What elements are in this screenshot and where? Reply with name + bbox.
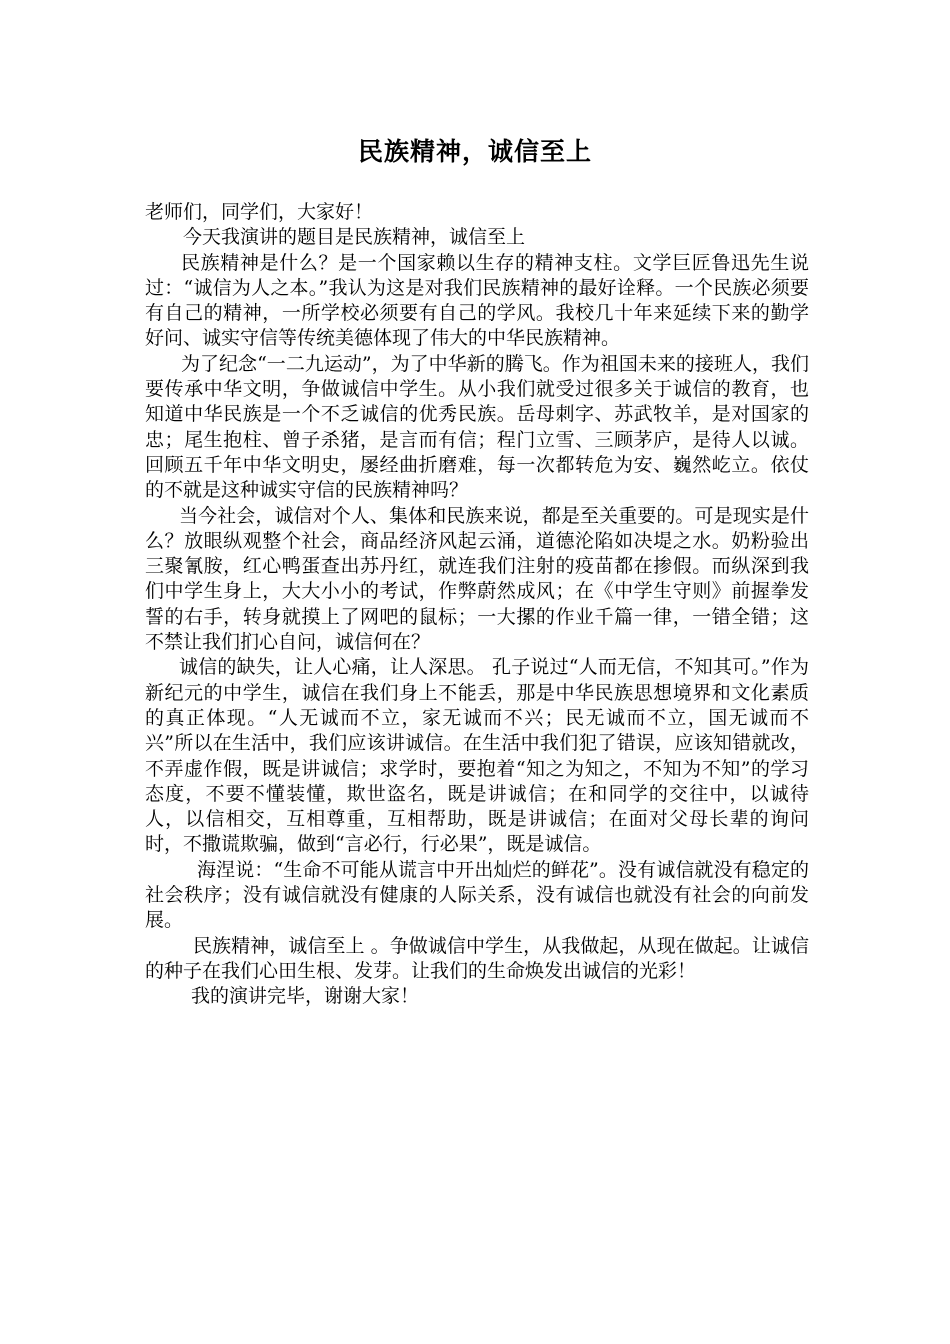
- document-body: [145, 200, 809, 1010]
- document-title: 民族精神，诚信至上: [357, 137, 592, 166]
- paragraph-confucius: 诚信的缺失，让人心痛，让人深思。 孔子说过“人而无信，不知其可。”作为新纪元的中学生，诚信在我们身上不能丢，那是中华民族思想境界和文化素质的真正体现。“人无诚而不立，家无诚而不兴；民无诚而不立，国无诚而不兴”所以在生活中，我们应该讲诚信。在生活中我们犯了错误，应该知错就改，不弄虚作假，既是讲诚信；求学时，要抱着“知之为知之，不知为不知”的学习态度，不要不懂装懂，欺世盗名，既是讲诚信；在和同学的交往中，以诚待人，以信相交，互相尊重，互相帮助，既是讲诚信；在面对父母长辈的询问时，不撒谎欺骗，做到“言必行，行必果”，既是诚信。: [145, 656, 809, 856]
- paragraph-society: 当今社会，诚信对个人、集体和民族来说，都是至关重要的。可是现实是什么？放眼纵观整个社会，商品经济风起云涌，道德沦陷如决堤之水。奶粉验出三聚氰胺，红心鸭蛋查出苏丹红，就连我们注射的疫苗都在掺假。而纵深到我们中学生身上，大大小小的考试，作弊蔚然成风；在《中学生守则》前握拳发誓的右手，转身就摸上了网吧的鼠标；一大摞的作业千篇一律，一错全错；这不禁让我们扪心自问，诚信何在？: [145, 504, 809, 654]
- paragraph-national-spirit: 民族精神是什么？是一个国家赖以生存的精神支柱。文学巨匠鲁迅先生说过：“诚信为人之本。”我认为这是对我们民族精神的最好诠释。一个民族必须要有自己的精神，一所学校必须要有自己的学风。我校几十年来延续下来的勤学好问、诚实守信等传统美德体现了伟大的中华民族精神。: [145, 251, 809, 350]
- paragraph-heine: 海涅说：“生命不可能从谎言中开出灿烂的鲜花”。没有诚信就没有稳定的社会秩序；没有诚信就没有健康的人际关系，没有诚信也就没有社会的向前发展。: [145, 858, 809, 932]
- paragraph-history: 为了纪念“一二九运动”，为了中华新的腾飞。作为祖国未来的接班人，我们要传承中华文明，争做诚信中学生。从小我们就受过很多关于诚信的教育，也知道中华民族是一个不乏诚信的优秀民族。岳母刺字、苏武牧羊，是对国家的忠；尾生抱柱、曾子杀猪，是言而有信；程门立雪、三顾茅庐，是待人以诚。回顾五千年中华文明史，屡经曲折磨难，每一次都转危为安、巍然屹立。依仗的不就是这种诚实守信的民族精神吗？: [145, 352, 809, 502]
- paragraph-greeting: 老师们，同学们，大家好！: [145, 201, 374, 223]
- paragraph-closing: 我的演讲完毕，谢谢大家！: [191, 985, 420, 1008]
- paragraph-topic: 今天我演讲的题目是民族精神，诚信至上: [183, 226, 526, 249]
- paragraph-call-to-action: 民族精神，诚信至上 。争做诚信中学生，从我做起，从现在做起。让诚信的种子在我们心田生根、发芽。让我们的生命焕发出诚信的光彩！: [145, 934, 809, 982]
